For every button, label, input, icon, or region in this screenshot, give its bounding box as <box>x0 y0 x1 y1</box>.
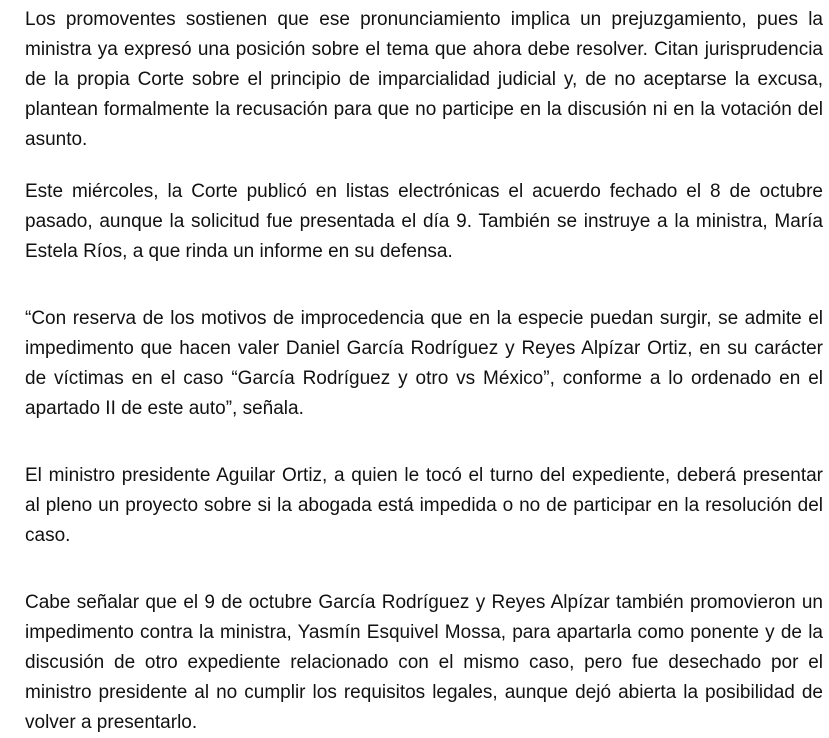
article-paragraph-1: Los promoventes sostienen que ese pronunciamiento implica un prejuzgamiento, pues la ministra ya expresó una posición sobre el tema que ahora debe resolver. Citan jurisprudencia de la propia Corte sobre el principio de imparcialidad judicial y, de no aceptarse la excusa, plantean formalmente la recusación para que no participe en la discusión ni en la votación del asunto. <box>25 9 823 150</box>
article-paragraph-2: Este miércoles, la Corte publicó en listas electrónicas el acuerdo fechado el 8 de octubre pasado, aunque la solicitud fue presentada el día 9. También se instruye a la ministra, María Estela Ríos, a que rinda un informe en su defensa. <box>25 181 823 262</box>
article-paragraph-3: “Con reserva de los motivos de improcedencia que en la especie puedan surgir, se admite el impedimento que hacen valer Daniel García Rodríguez y Reyes Alpízar Ortiz, en su carácter de víctimas en el caso “García Rodríguez y otro vs México”, conforme a lo ordenado en el apartado II de este auto”, señala. <box>25 308 823 419</box>
article-paragraph-4: El ministro presidente Aguilar Ortiz, a quien le tocó el turno del expediente, deberá presentar al pleno un proyecto sobre si la abogada está impedida o no de participar en la resolución del caso. <box>25 465 823 546</box>
article-body <box>25 0 823 738</box>
article-paragraph-5: Cabe señalar que el 9 de octubre García Rodríguez y Reyes Alpízar también promovieron un impedimento contra la ministra, Yasmín Esquivel Mossa, para apartarla como ponente y de la discusión de otro expediente relacionado con el mismo caso, pero fue desechado por el ministro presidente al no cumplir los requisitos legales, aunque dejó abierta la posibilidad de volver a presentarlo. <box>25 592 823 733</box>
